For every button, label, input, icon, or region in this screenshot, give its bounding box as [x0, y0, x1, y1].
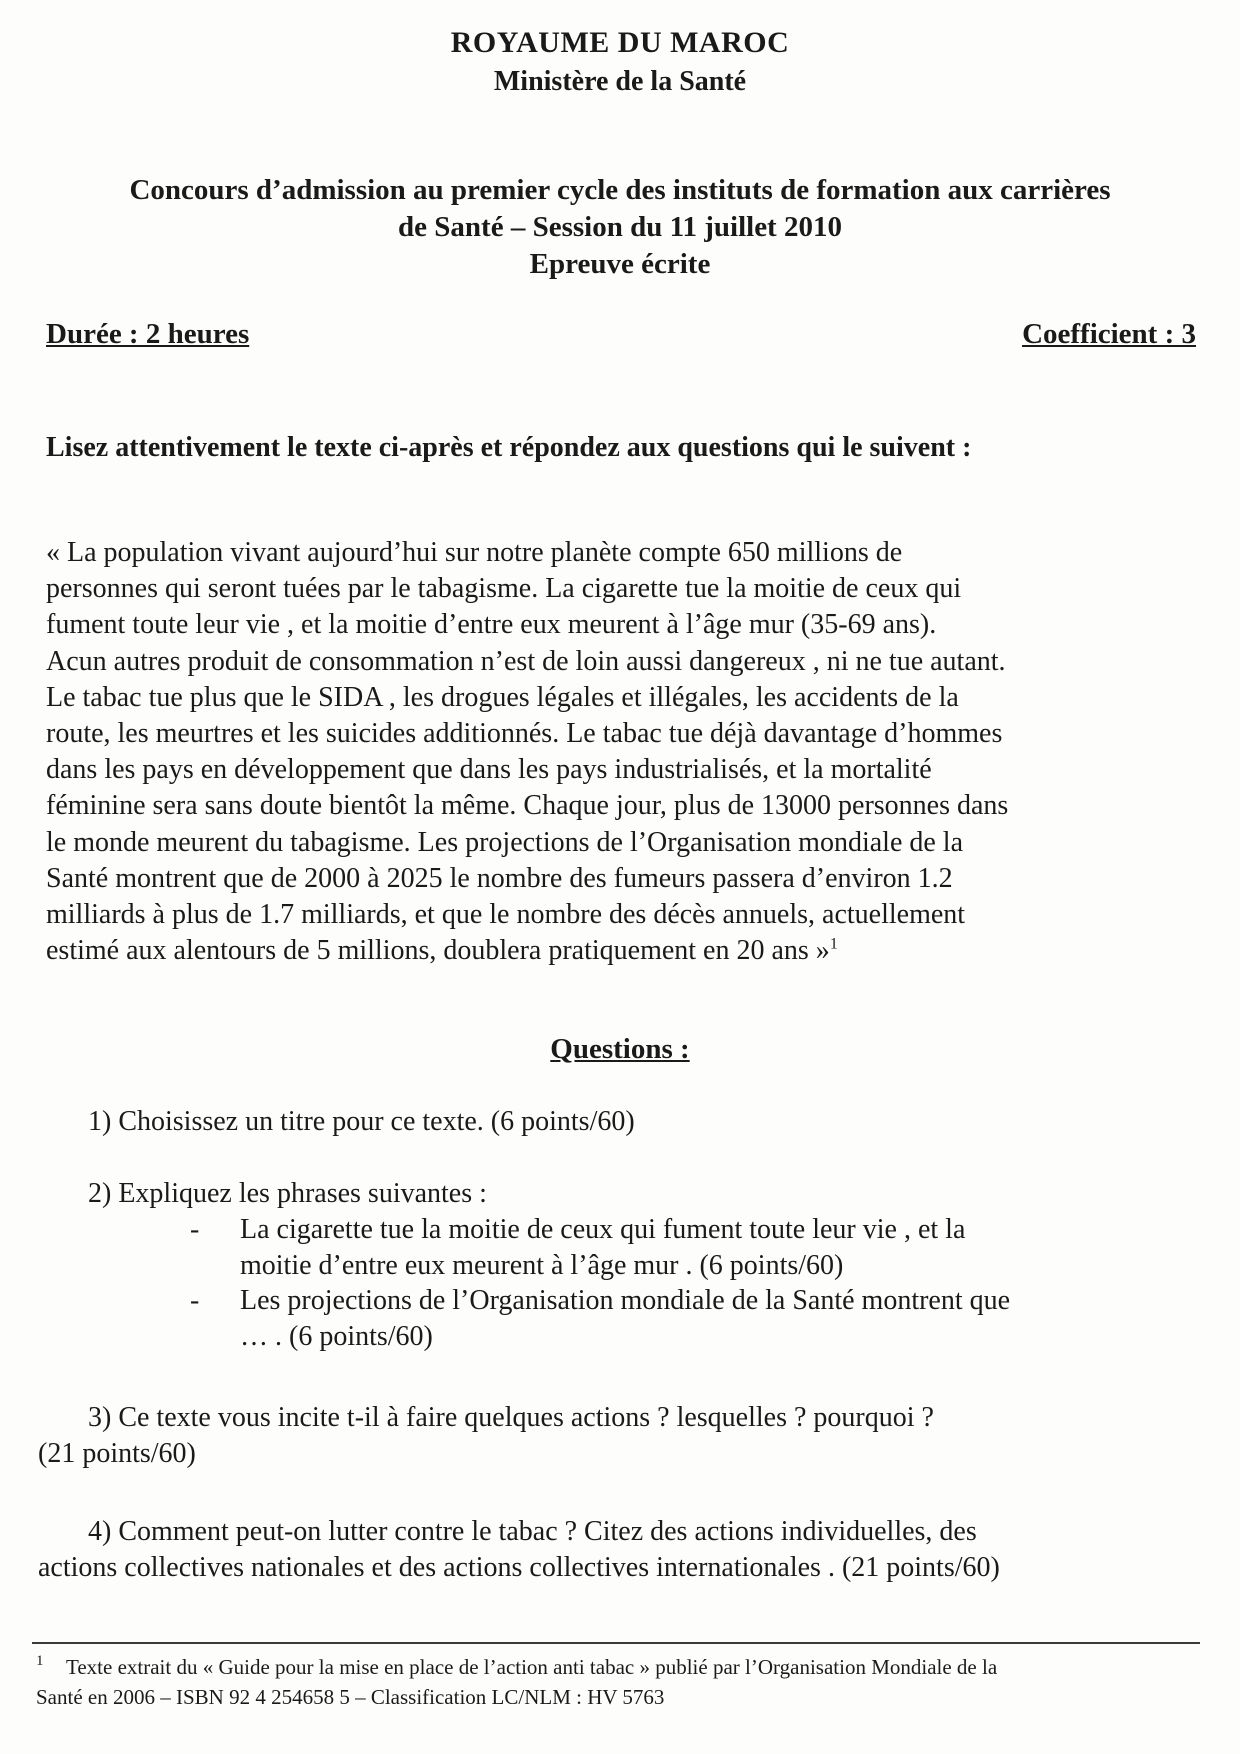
exam-title-line-1: Concours d’admission au premier cycle des instituts de formation aux carrières [129, 174, 1111, 206]
question-3-line-1: 3) Ce texte vous incite t-il à faire quelques actions ? lesquelles ? pourquoi ? [88, 1402, 934, 1433]
passage-line: Santé montrent que de 2000 à 2025 le nombre des fumeurs passera d’environ 1.2 [46, 862, 953, 894]
question-2-item-1-line-2: moitie d’entre eux meurent à l’âge mur . (6 points/60) [240, 1250, 844, 1281]
question-2-item-2-line-2: … . (6 points/60) [240, 1321, 433, 1352]
bullet-dash: - [190, 1285, 200, 1316]
bullet-dash: - [190, 1214, 200, 1245]
question-2-item-1-text [240, 1212, 965, 1284]
passage-last-line [46, 933, 1216, 969]
footnote [36, 1652, 1206, 1712]
passage-line: dans les pays en développement que dans les pays industrialisés, et la mortalité [46, 754, 932, 786]
question-2: 2) Expliquez les phrases suivantes : [88, 1178, 487, 1209]
kingdom-heading: ROYAUME DU MAROC [450, 26, 790, 59]
passage-line: le monde meurent du tabagisme. Les projections de l’Organisation mondiale de la [46, 826, 963, 858]
footnote-reference: 1 [829, 935, 838, 953]
instruction-text: Lisez attentivement le texte ci-après et répondez aux questions qui le suivent : [46, 432, 972, 463]
passage-line: Le tabac tue plus que le SIDA , les drogues légales et illégales, les accidents de la [46, 681, 959, 713]
exam-type: Epreuve écrite [529, 248, 711, 280]
question-4-line-2: actions collectives nationales et des actions collectives internationales . (21 points/60) [38, 1552, 1000, 1583]
ministry-heading: Ministère de la Santé [493, 66, 747, 97]
question-1: 1) Choisissez un titre pour ce texte. (6 points/60) [88, 1106, 635, 1137]
exam-title [40, 172, 1200, 246]
question-4-line-1: 4) Comment peut-on lutter contre le tabac ? Citez des actions individuelles, des [88, 1516, 977, 1547]
passage-line: estimé aux alentours de 5 millions, doublera pratiquement en 20 ans » [46, 935, 830, 967]
coefficient-label: Coefficient : 3 [1022, 318, 1196, 350]
question-2-item-1-line-1: La cigarette tue la moitie de ceux qui fument toute leur vie , et la [240, 1214, 966, 1245]
footnote-line-2: Santé en 2006 – ISBN 92 4 254658 5 – Classification LC/NLM : HV 5763 [36, 1685, 665, 1709]
passage-line: personnes qui seront tuées par le tabagisme. La cigarette tue la moitie de ceux qui [46, 573, 962, 605]
footnote-divider [32, 1642, 1200, 1644]
passage-line: fument toute leur vie , et la moitie d’entre eux meurent à l’âge mur (35-69 ans). [46, 609, 937, 641]
passage-line: « La population vivant aujourd’hui sur notre planète compte 650 millions de [46, 537, 903, 568]
passage-line: route, les meurtres et les suicides additionnés. Le tabac tue déjà davantage d’hommes [46, 718, 1003, 750]
question-2-item-2-text [240, 1283, 1010, 1355]
passage-line: Acun autres produit de consommation n’est de loin aussi dangereux , ni ne tue autant. [46, 645, 1006, 677]
passage-line: féminine sera sans doute bientôt la même. Chaque jour, plus de 13000 personnes dans [46, 790, 1009, 822]
passage-line: milliards à plus de 1.7 milliards, et que le nombre des décès annuels, actuellement [46, 899, 966, 931]
footnote-mark: 1 [36, 1653, 44, 1669]
questions-heading: Questions : [550, 1033, 690, 1065]
question-3-line-2: (21 points/60) [38, 1438, 196, 1469]
question-2-item-2-line-1: Les projections de l’Organisation mondiale de la Santé montrent que [240, 1285, 1011, 1316]
reading-passage [46, 535, 1216, 969]
duration-label: Durée : 2 heures [46, 318, 250, 350]
footnote-line-1: Texte extrait du « Guide pour la mise en place de l’action anti tabac » publié par l’Organisation Mondiale de la [66, 1655, 998, 1679]
exam-title-line-2: de Santé – Session du 11 juillet 2010 [398, 211, 842, 243]
